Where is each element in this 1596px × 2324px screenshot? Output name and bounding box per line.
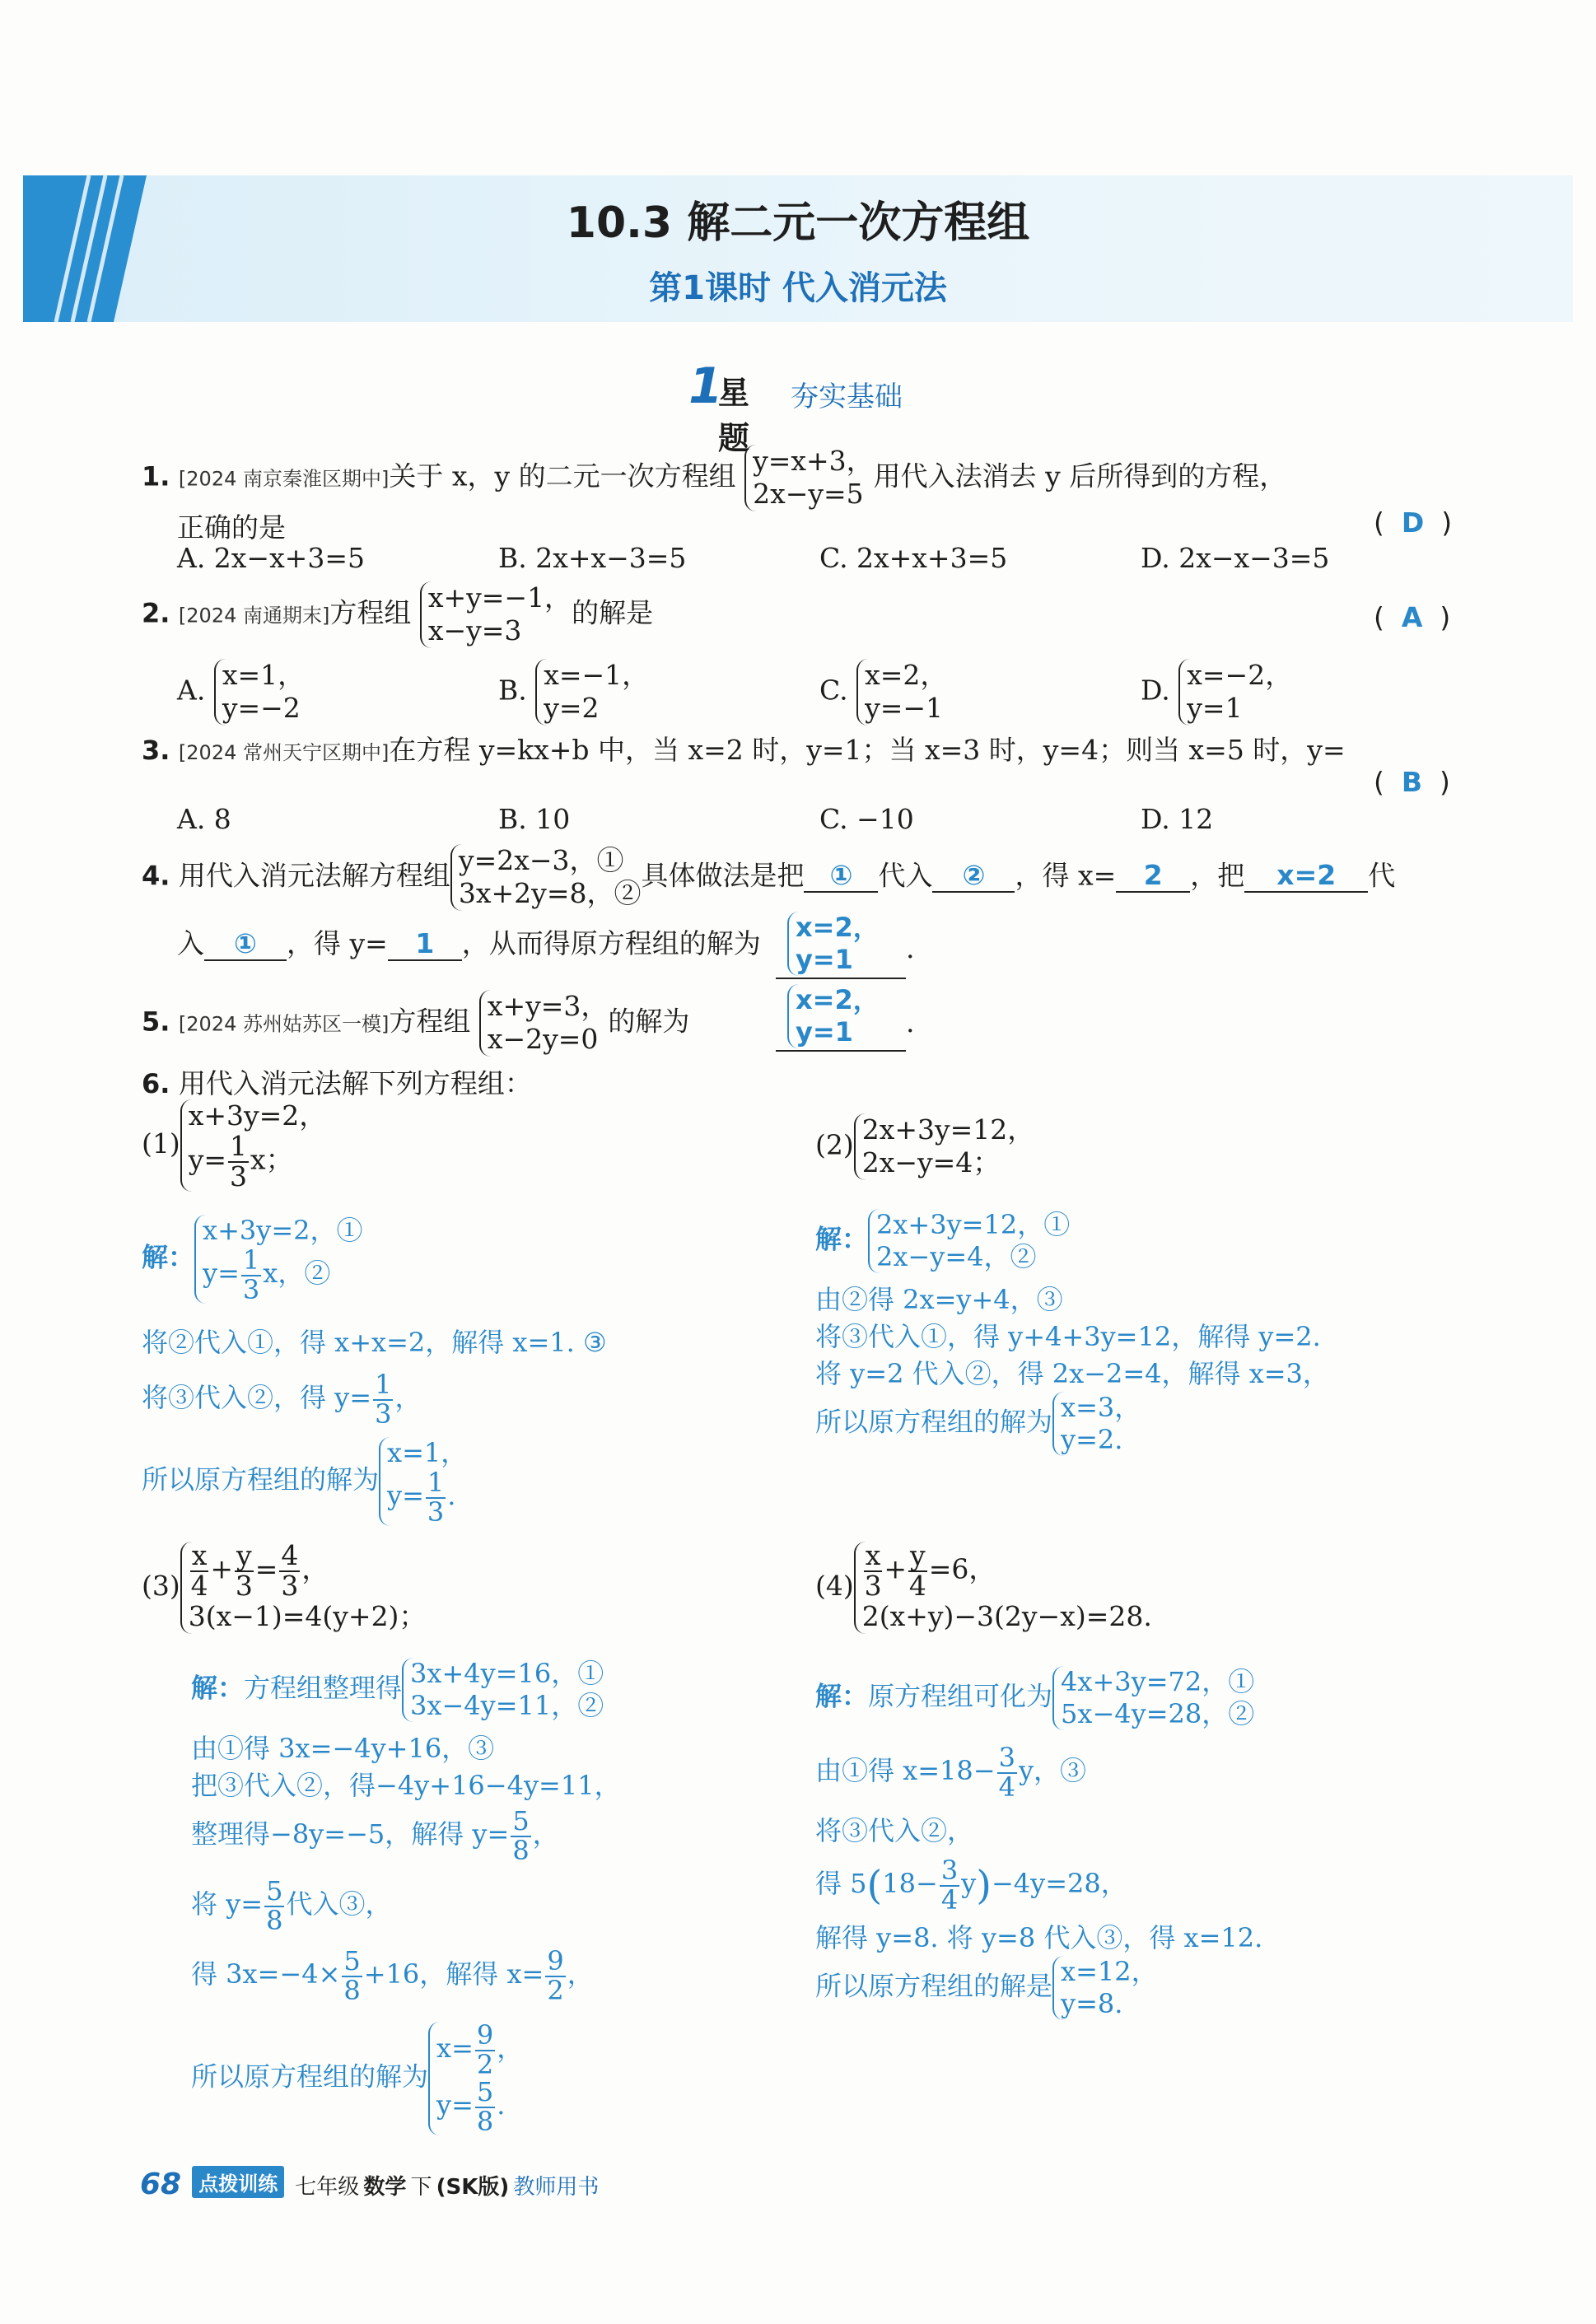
- question-source: [2024 南京秦淮区期中]: [178, 467, 390, 491]
- equation-line: y=−2: [222, 692, 301, 725]
- fraction: [279, 1539, 300, 1602]
- fill-blank-answer: ①: [204, 927, 287, 961]
- question-source: [2024 南通期末]: [178, 604, 330, 628]
- equation-line: x+y=−1，: [427, 581, 572, 614]
- equation-line: x=2，: [796, 984, 880, 1015]
- stem-text: 用代入消元法解下列方程组：: [178, 1067, 532, 1099]
- numerator: 3: [998, 1742, 1015, 1773]
- fraction: [475, 2076, 495, 2137]
- period: .: [906, 1006, 915, 1038]
- level-word: 星题: [718, 375, 750, 456]
- equation-line: [189, 1539, 427, 1602]
- equation-line: [387, 1469, 467, 1526]
- denominator: 4: [908, 1569, 926, 1602]
- option-b: B. 10: [498, 803, 571, 835]
- equation-line: y=2: [544, 692, 600, 725]
- math-text: 由①得 x=18−: [815, 1755, 996, 1787]
- math-text: 所以原方程组的解是: [815, 1970, 1053, 2002]
- question-number: 5.: [142, 1006, 170, 1038]
- fill-blank-answer: ②: [932, 859, 1015, 893]
- fraction: [342, 1945, 362, 2006]
- solution-2-result: [815, 1392, 1141, 1456]
- problem-label: (2): [815, 1128, 854, 1161]
- equation-line: y=1: [796, 1016, 853, 1048]
- numerator: 1: [242, 1244, 260, 1276]
- question-4-stem: [142, 844, 1395, 911]
- denominator: 3: [375, 1398, 392, 1430]
- equation-line: 2(x+y)−3(2y−x)=28.: [861, 1600, 1152, 1633]
- solution-label: 解：: [142, 1241, 195, 1273]
- numerator: 3: [940, 1855, 959, 1886]
- equation-line: [436, 2076, 523, 2137]
- fill-blank-answer: x=2: [1244, 859, 1368, 893]
- question-number: 6.: [142, 1068, 170, 1099]
- fraction: [908, 1539, 927, 1602]
- denominator: 8: [476, 2105, 494, 2137]
- stem-text: 入: [177, 927, 204, 959]
- equation-system: [535, 659, 649, 726]
- equation-system: [450, 844, 642, 911]
- numerator: 1: [375, 1369, 392, 1400]
- answer-choice: A: [1401, 601, 1423, 633]
- numerator: x: [865, 1539, 881, 1571]
- fill-blank-answer: 1: [388, 927, 462, 961]
- numerator: 1: [427, 1467, 445, 1499]
- math-text: .: [447, 1480, 456, 1512]
- option-label: A.: [177, 674, 206, 707]
- stem-text: 代入: [878, 859, 933, 892]
- denominator: 3: [242, 1273, 260, 1305]
- math-text: y: [961, 1868, 977, 1900]
- question-number: 1.: [142, 460, 170, 492]
- stem-text: ，把: [1190, 859, 1245, 892]
- option-c: C. 2x+x+3=5: [819, 542, 1008, 574]
- solution-label: 解：: [815, 1680, 869, 1712]
- solution-3-header: [191, 1658, 604, 1722]
- numerator: 9: [547, 1945, 564, 1976]
- math-text: y=: [188, 1143, 227, 1176]
- equation-line: y=2x−3，①: [458, 844, 624, 876]
- fraction: [235, 1539, 254, 1602]
- solution-system: [787, 912, 880, 976]
- equation-system: [214, 659, 305, 726]
- denominator: 2: [547, 1974, 564, 2006]
- equation-line: x=2，: [796, 912, 880, 943]
- question-1-stem: [142, 445, 1286, 511]
- solution-1-step-1: 将②代入①，得 x+x=2，解得 x=1. ③: [142, 1327, 607, 1358]
- equation-line: [189, 1132, 327, 1191]
- math-text: y，③: [1018, 1755, 1087, 1787]
- numerator: 5: [266, 1875, 283, 1906]
- question-number: 3.: [142, 735, 170, 766]
- fraction: [511, 1805, 530, 1866]
- math-text: x=: [436, 2032, 474, 2065]
- solution-4-result: [815, 1956, 1158, 2020]
- stem-text: 用代入消元法解方程组: [178, 859, 450, 892]
- solution-4-header: [815, 1666, 1254, 1730]
- option-label: B.: [498, 674, 527, 707]
- math-text: 原方程组可化为: [868, 1680, 1053, 1712]
- lesson-title: 第1课时 代入消元法: [649, 269, 947, 307]
- equation-line: 2x−y=4，②: [876, 1241, 1037, 1273]
- solution-4-step-3: [815, 1857, 1127, 1914]
- problem-label: (1): [142, 1127, 180, 1160]
- question-4-stem-cont: [177, 922, 761, 961]
- numerator: y: [236, 1539, 252, 1571]
- stem-text: 的解为: [608, 1005, 690, 1038]
- numerator: x: [191, 1539, 208, 1571]
- equation-line: y=8.: [1061, 1988, 1123, 2020]
- equation-line: 2x+3y=12，①: [876, 1209, 1071, 1240]
- equation-line: x=1，: [222, 659, 306, 691]
- footer-edition: (SK版): [436, 2175, 510, 2200]
- footer: [140, 2166, 599, 2202]
- equation-line: 2x−y=5: [753, 478, 864, 511]
- denominator: 2: [476, 2048, 494, 2080]
- solution-system: [1052, 1956, 1158, 2020]
- math-text: 所以原方程组的解为: [815, 1406, 1053, 1438]
- math-text: ，: [301, 1552, 329, 1585]
- fill-blank-solution: [776, 912, 906, 979]
- solution-label: 解：: [191, 1672, 245, 1704]
- math-text: .: [497, 2089, 506, 2121]
- denominator: 4: [190, 1569, 208, 1602]
- question-source: [2024 苏州姑苏区一模]: [178, 1012, 390, 1036]
- unit-title: 10.3 解二元一次方程组: [566, 198, 1030, 248]
- fraction: [940, 1857, 959, 1914]
- stem-text: 在方程 y=kx+b 中，当 x=2 时，y=1；当 x=3 时，y=4；则当 x=5 时，y=: [389, 734, 1346, 766]
- problem-label: (4): [815, 1569, 854, 1602]
- option-label: C.: [819, 674, 848, 707]
- question-2-stem: [142, 581, 653, 648]
- equation-line: x+3y=2，: [188, 1099, 327, 1132]
- option-a: A. 2x−x+3=5: [177, 542, 365, 574]
- problem-2: [815, 1113, 1034, 1180]
- solution-4-step-1: [815, 1744, 1086, 1801]
- stem-text: ，得 x=: [1015, 859, 1117, 892]
- equation-system: [1178, 659, 1292, 726]
- fill-blank-answer: 2: [1116, 859, 1190, 893]
- option-d: D. 2x−x−3=5: [1141, 542, 1330, 574]
- stem-text: 关于 x，y 的二元一次方程组: [389, 460, 736, 492]
- denominator: 3: [427, 1496, 445, 1528]
- math-text: ，: [497, 2032, 524, 2065]
- denominator: 3: [864, 1569, 882, 1602]
- denominator: 3: [281, 1569, 299, 1602]
- solution-system: [379, 1437, 467, 1526]
- solution-3-step-1: 由①得 3x=−4y+16，③: [191, 1733, 495, 1764]
- numerator: 9: [476, 2019, 494, 2051]
- stem-text: 代: [1368, 859, 1396, 892]
- problem-3: [142, 1539, 427, 1634]
- math-text: y=: [387, 1480, 424, 1512]
- equation-line: x=3，: [1061, 1392, 1141, 1423]
- level-number: 1: [688, 357, 723, 415]
- math-text: 所以原方程组的解为: [142, 1463, 380, 1496]
- numerator: 4: [281, 1539, 299, 1571]
- math-text: 得 3x=−4×: [191, 1958, 341, 1990]
- numerator: 1: [230, 1130, 248, 1163]
- equation-line: x=12，: [1061, 1956, 1158, 1987]
- paren-close: ): [976, 1862, 992, 1909]
- solution-2-step-1: 由②得 2x=y+4，③: [815, 1284, 1063, 1315]
- solution-3-step-5: [191, 1945, 594, 2006]
- solution-2-header: [815, 1209, 1070, 1273]
- solution-system: [1052, 1392, 1141, 1456]
- solution-system: [868, 1209, 1070, 1273]
- fraction: [475, 2019, 495, 2080]
- equation-line: x−2y=0: [487, 1023, 599, 1056]
- equation-system: [744, 445, 874, 511]
- option-d: D. 12: [1141, 803, 1214, 835]
- equation-line: x−y=3: [427, 614, 522, 647]
- answer-choice: D: [1401, 506, 1425, 539]
- equation-line: y=−1: [865, 692, 944, 725]
- stem-text: ，得 y=: [287, 927, 388, 959]
- math-text: =: [254, 1552, 278, 1585]
- solution-1-result: [142, 1437, 467, 1526]
- fill-blank-solution: [776, 984, 906, 1052]
- answer-bracket: ( D ): [1374, 506, 1453, 539]
- option-c: [819, 659, 947, 726]
- problem-label: (3): [142, 1569, 180, 1602]
- numerator: y: [910, 1539, 926, 1571]
- question-number: 2.: [142, 597, 170, 629]
- level-subtitle: 夯实基础: [791, 380, 903, 413]
- stem-text: 用代入法消去 y 后所得到的方程，: [873, 460, 1287, 492]
- paren-open: (: [866, 1862, 883, 1909]
- equation-line: 3x+2y=8，②: [458, 877, 642, 910]
- answer-choice: B: [1401, 766, 1423, 798]
- solution-2-step-3: 将 y=2 代入②，得 2x−2=4，解得 x=3，: [815, 1358, 1329, 1389]
- question-5-stem: [142, 990, 689, 1057]
- equation-line: 5x−4y=28，②: [1061, 1698, 1255, 1730]
- fraction: [373, 1371, 393, 1428]
- math-text: 得 5: [815, 1868, 867, 1900]
- math-text: =6，: [928, 1552, 996, 1585]
- denominator: 3: [235, 1569, 253, 1602]
- math-text: x，②: [263, 1258, 331, 1290]
- math-text: x；: [250, 1143, 293, 1176]
- equation-line: y=x+3，: [753, 445, 874, 477]
- fraction: [545, 1945, 565, 2006]
- math-text: 18−: [882, 1868, 938, 1900]
- problem-4: [815, 1539, 1152, 1634]
- period: .: [906, 932, 915, 964]
- equation-line: x=1，: [387, 1437, 468, 1468]
- equation-system: [856, 659, 947, 726]
- stem-text: 的解是: [572, 596, 654, 629]
- equation-line: 4x+3y=72，①: [1061, 1666, 1255, 1697]
- footer-grade: 七年级: [295, 2175, 360, 2200]
- math-text: +: [210, 1552, 234, 1585]
- question-number: 4.: [142, 860, 170, 892]
- solution-1-header: [142, 1215, 363, 1304]
- math-text: 整理得−8y=−5，解得 y=: [191, 1818, 510, 1850]
- footer-book-type: 教师用书: [513, 2175, 600, 2200]
- option-b: [498, 659, 649, 726]
- math-text: ，: [532, 1818, 559, 1850]
- answer-bracket: ( A ): [1374, 601, 1451, 633]
- fraction: [241, 1244, 261, 1305]
- math-text: −4y=28，: [991, 1868, 1127, 1900]
- solution-4-step-2: 将③代入②，: [815, 1815, 974, 1846]
- solution-system: [194, 1215, 362, 1304]
- denominator: 8: [343, 1974, 361, 2006]
- option-c: C. −10: [819, 803, 914, 835]
- page-number: 68: [140, 2168, 182, 2201]
- denominator: 4: [998, 1771, 1015, 1803]
- footer-volume: 下: [410, 2175, 432, 2200]
- footer-subject: 数学: [363, 2175, 407, 2200]
- fraction: [864, 1539, 883, 1602]
- fraction: [190, 1539, 209, 1602]
- numerator: 5: [343, 1945, 361, 1976]
- stem-text: 具体做法是把: [641, 859, 805, 892]
- equation-line: [203, 1244, 362, 1305]
- equation-line: [436, 2019, 524, 2080]
- equation-line: y=2.: [1061, 1424, 1123, 1456]
- option-b: B. 2x+x−3=5: [498, 542, 687, 574]
- equation-line: [862, 1539, 1152, 1602]
- option-label: D.: [1141, 674, 1170, 707]
- denominator: 3: [230, 1160, 248, 1192]
- equation-line: 2x−y=4；: [861, 1146, 1001, 1179]
- equation-line: 3x+4y=16，①: [410, 1658, 604, 1689]
- equation-system: [180, 1539, 427, 1634]
- option-a: A. 8: [177, 803, 231, 835]
- math-text: y=: [203, 1258, 240, 1290]
- math-text: 所以原方程组的解为: [191, 2060, 429, 2093]
- equation-line: x=2，: [865, 659, 948, 691]
- equation-system: [180, 1099, 327, 1192]
- equation-line: y=1: [796, 944, 853, 976]
- brand-badge: 点拨训练: [192, 2166, 284, 2198]
- solution-label: 解：: [815, 1223, 869, 1255]
- equation-system: [854, 1539, 1152, 1634]
- solution-system: [787, 984, 880, 1048]
- solution-system: [402, 1658, 604, 1722]
- option-d: [1141, 659, 1292, 726]
- equation-line: 3(x−1)=4(y+2)；: [188, 1600, 427, 1633]
- equation-system: [420, 581, 572, 648]
- option-a: [177, 659, 305, 726]
- solution-4-step-4: 解得 y=8. 将 y=8 代入③，得 x=12.: [815, 1922, 1263, 1953]
- solution-3-result: [191, 2019, 524, 2137]
- equation-line: x=−1，: [544, 659, 650, 691]
- answer-bracket: ( B ): [1374, 766, 1450, 798]
- problem-1: [142, 1099, 326, 1192]
- math-text: +: [884, 1552, 908, 1585]
- question-6-stem: [142, 1062, 532, 1101]
- numerator: 5: [476, 2076, 494, 2108]
- solution-2-step-2: 将③代入①，得 y+4+3y=12，解得 y=2.: [815, 1321, 1321, 1352]
- math-text: 代入③，: [286, 1888, 392, 1920]
- numerator: 5: [512, 1805, 530, 1836]
- solution-3-step-2: 把③代入②，得−4y+16−4y=11，: [191, 1770, 621, 1801]
- denominator: 8: [266, 1904, 283, 1936]
- stem-text: 方程组: [389, 1005, 471, 1038]
- solution-system: [428, 2019, 524, 2137]
- math-text: ，: [567, 1958, 594, 1990]
- fraction: [997, 1744, 1017, 1801]
- solution-system: [1052, 1666, 1254, 1730]
- equation-line: 2x+3y=12，: [861, 1113, 1035, 1146]
- math-text: +16，解得 x=: [363, 1958, 544, 1990]
- equation-line: x+3y=2，①: [203, 1215, 363, 1246]
- equation-system: [854, 1113, 1035, 1180]
- question-source: [2024 常州天宁区期中]: [178, 741, 390, 764]
- fraction: [264, 1875, 284, 1936]
- solution-1-step-2: [142, 1371, 421, 1428]
- denominator: 8: [512, 1834, 530, 1866]
- equation-system: [479, 990, 609, 1057]
- solution-3-step-3: [191, 1805, 559, 1866]
- fraction: [228, 1132, 249, 1191]
- math-text: ，: [394, 1382, 422, 1414]
- math-text: y=: [436, 2089, 474, 2121]
- solution-3-step-4: [191, 1875, 392, 1936]
- stem-text: 方程组: [329, 596, 412, 629]
- math-text: 方程组整理得: [244, 1672, 403, 1704]
- denominator: 4: [940, 1883, 959, 1916]
- equation-line: x+y=3，: [487, 990, 609, 1022]
- fill-blank-answer: ①: [804, 859, 878, 893]
- question-1-stem-cont: 正确的是: [177, 511, 286, 544]
- fraction: [426, 1469, 446, 1526]
- equation-line: 3x−4y=11，②: [410, 1690, 604, 1722]
- equation-line: y=1: [1187, 692, 1243, 725]
- question-3-stem: [142, 729, 1346, 768]
- math-text: 将③代入②，得 y=: [142, 1382, 372, 1414]
- math-text: 将 y=: [191, 1888, 264, 1920]
- stem-text: ，从而得原方程组的解为: [461, 927, 761, 959]
- equation-line: x=−2，: [1187, 659, 1293, 691]
